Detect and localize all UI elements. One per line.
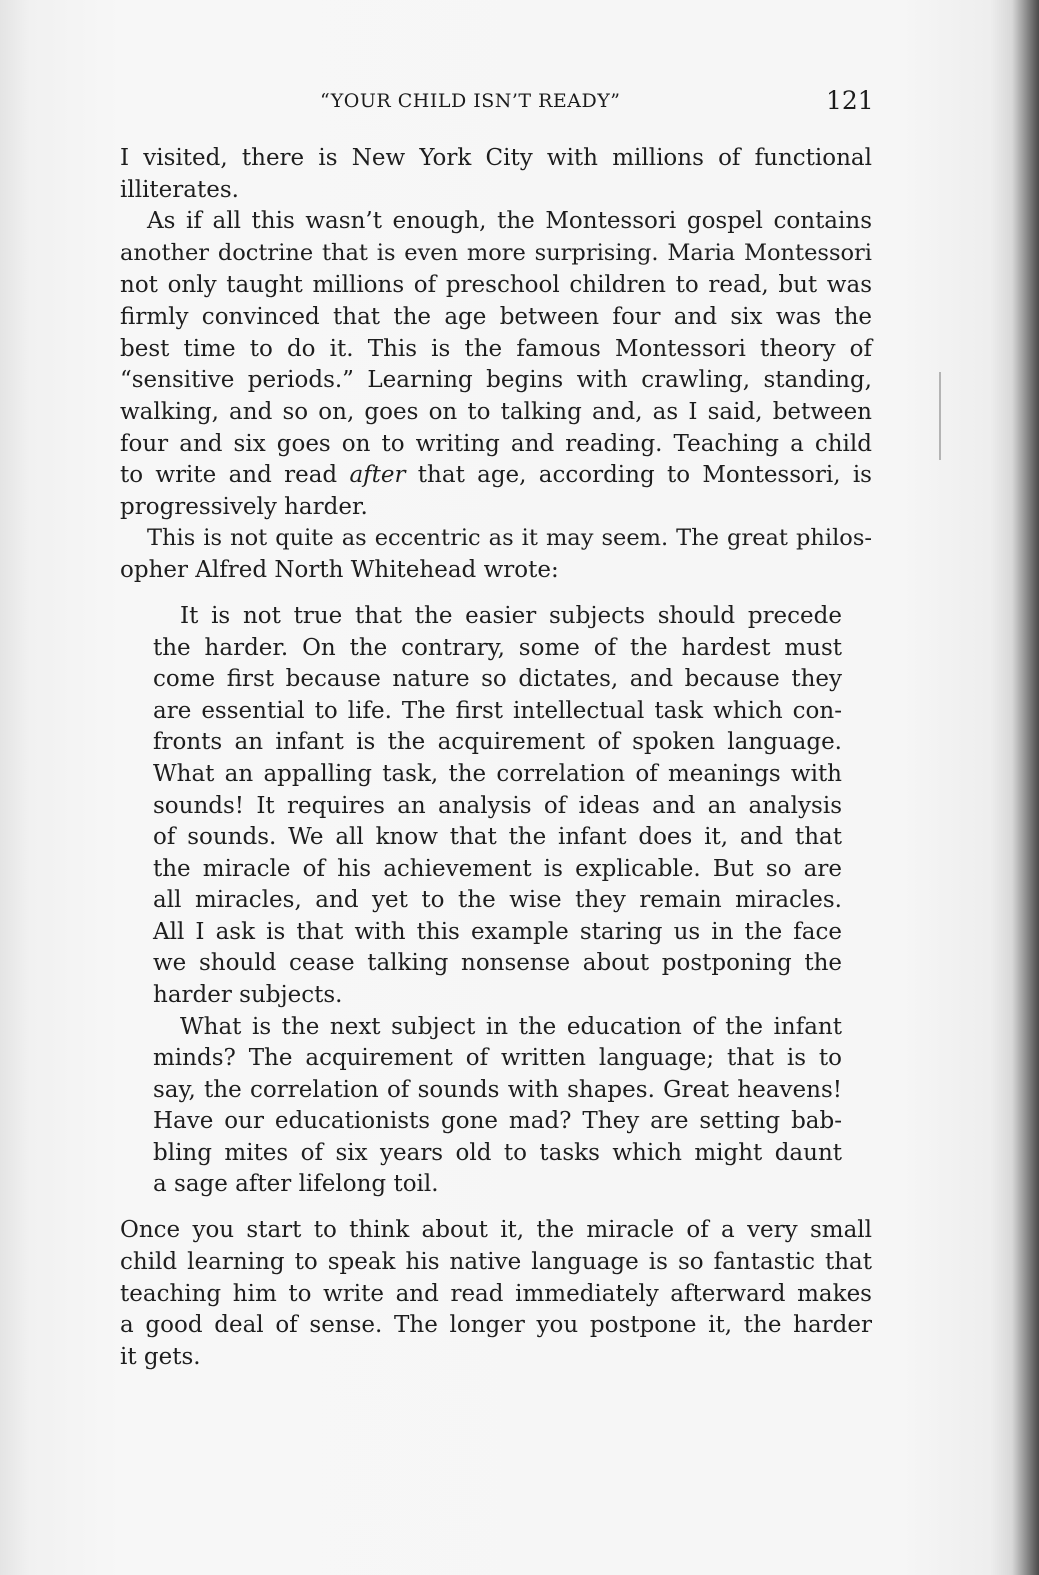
text-line-with-emphasis [120,460,872,490]
quote-line: we should cease talking nonsense about postponing the [153,950,842,976]
text-line: firmly convinced that the age between four and six was the [120,304,872,330]
quote-line: the miracle of his achievement is explicable. But so are [153,856,842,882]
text-line: a good deal of sense. The longer you postpone it, the harder [120,1312,872,1338]
quote-line: minds? The acquirement of written language; that is to [153,1045,842,1071]
text-line: “sensitive periods.” Learning begins with crawling, standing, [120,367,872,393]
quote-line: It is not true that the easier subjects should precede [180,603,842,629]
text-line: I visited, there is New York City with millions of functional [120,145,872,171]
text-line: teaching him to write and read immediately afterward makes [120,1281,872,1307]
quote-line: the harder. On the contrary, some of the hardest must [153,635,842,661]
quote-line: bling mites of six years old to tasks which might daunt [153,1140,842,1166]
quote-line: What an appalling task, the correlation of meanings with [153,761,842,787]
text-line: walking, and so on, goes on to talking and, as I said, between [120,399,872,425]
quote-line: sounds! It requires an analysis of ideas and an analysis [153,793,842,819]
text-line: opher Alfred North Whitehead wrote: [120,557,559,583]
text-line: illiterates. [120,177,239,203]
margin-pencil-mark [939,372,941,460]
text-line: As if all this wasn’t enough, the Montessori gospel contains [147,208,872,234]
emphasized-word: after [349,462,406,488]
running-head: “YOUR CHILD ISN’T READY” [320,90,621,112]
text-segment: that age, according to Montessori, is [405,462,872,488]
text-line: four and six goes on to writing and reading. Teaching a child [120,431,872,457]
quote-line: say, the correlation of sounds with shapes. Great heavens! [153,1077,842,1103]
quote-line: come first because nature so dictates, and because they [153,666,842,692]
quote-line: harder subjects. [153,982,343,1008]
text-line: best time to do it. This is the famous Montessori theory of [120,336,872,362]
quote-line: a sage after lifelong toil. [153,1171,439,1197]
quote-line: of sounds. We all know that the infant does it, and that [153,824,842,850]
text-line: Once you start to think about it, the miracle of a very small [120,1217,872,1243]
quote-line: all miracles, and yet to the wise they remain miracles. [153,887,842,913]
text-line: This is not quite as eccentric as it may seem. The great philos- [147,525,872,551]
text-line: child learning to speak his native language is so fantastic that [120,1249,872,1275]
quote-line: are essential to life. The first intellectual task which con- [153,698,842,724]
quote-line: All I ask is that with this example staring us in the face [153,919,842,945]
text-line: not only taught millions of preschool children to read, but was [120,272,872,298]
quote-line: fronts an infant is the acquirement of spoken language. [153,729,842,755]
quote-line: Have our educationists gone mad? They are setting bab- [153,1108,842,1134]
text-line: it gets. [120,1344,201,1370]
text-line: another doctrine that is even more surprising. Maria Montessori [120,240,872,266]
text-line: progressively harder. [120,494,368,520]
quote-line: What is the next subject in the education of the infant [180,1014,842,1040]
text-segment: to write and read [120,462,350,488]
page-number: 121 [826,86,874,115]
